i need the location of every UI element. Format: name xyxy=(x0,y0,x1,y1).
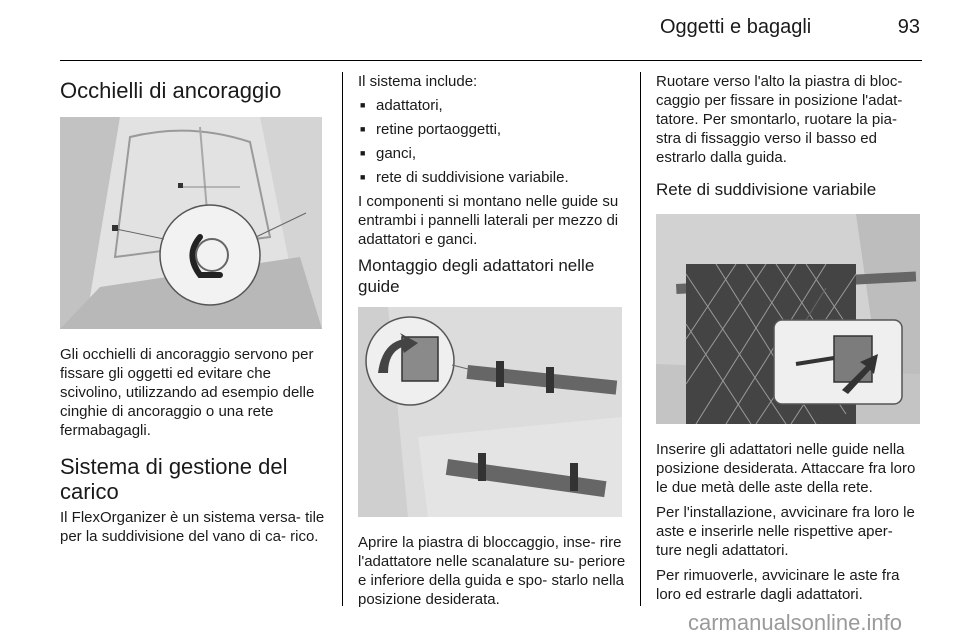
paragraph-flexorganizer: Il FlexOrganizer è un sistema versa- tile per la suddivisione del vano di ca- rico. xyxy=(60,509,325,545)
column-3 xyxy=(656,72,922,610)
subheading-mounting-adapters: Montaggio degli adattatori nelle guide xyxy=(358,256,595,296)
column-1 xyxy=(60,72,326,552)
paragraph-installation: Per l'installazione, avvicinare fra loro le aste e inserirle nelle rispettive aper- ture negli adattatori. xyxy=(656,504,915,559)
figure-adapters xyxy=(358,307,622,517)
section-heading-load-management: Sistema di gestione del carico xyxy=(60,454,288,504)
paragraph-open-locking-plate: Aprire la piastra di bloccaggio, inse- rire l'adattatore nelle scanalature su- periore e inferiore della guida e spo- starlo nella posizione desiderata. xyxy=(358,534,626,608)
paragraph-anchor-eyes: Gli occhielli di ancoraggio servono per fissare gli oggetti ed evitare che scivolino, utilizzando ad esempio delle cinghie di ancoraggio o una rete fermabagagli. xyxy=(60,346,315,439)
page-header-title: Oggetti e bagagli xyxy=(660,16,812,38)
system-intro: Il sistema include: xyxy=(358,73,478,90)
column-separator-1 xyxy=(342,72,343,606)
bullet-item: ■ ganci, xyxy=(358,144,626,163)
paragraph-insert-adapters: Inserire gli adattatori nelle guide nella posizione desiderata. Attaccare fra loro le due metà delle aste della rete. xyxy=(656,441,916,496)
section-heading-anchor-eyes: Occhielli di ancoraggio xyxy=(60,78,282,103)
bullet-item: ■ adattatori, xyxy=(358,96,626,115)
subheading-variable-net: Rete di suddivisione variabile xyxy=(656,180,877,199)
bullet-item: ■ rete di suddivisione variabile. xyxy=(358,168,626,187)
header-rule xyxy=(60,60,922,61)
column-2 xyxy=(358,72,626,615)
watermark: carmanualsonline.info xyxy=(687,610,902,635)
paragraph-components: I componenti si montano nelle guide su entrambi i pannelli laterali per mezzo di adattatori e ganci. xyxy=(358,193,619,248)
paragraph-removal: Per rimuoverle, avvicinare le aste fra loro ed estrarle dagli adattatori. xyxy=(656,567,900,603)
column-separator-2 xyxy=(640,72,641,606)
bullet-item: ■ retine portaoggetti, xyxy=(358,120,626,139)
figure-anchor-eyes xyxy=(60,117,322,329)
paragraph-rotate-plate: Ruotare verso l'alto la piastra di bloc- caggio per fissare in posizione l'adat- tatore. Per smontarlo, ruotare la pia- stra di fissaggio verso il basso ed estrarlo dalla guida. xyxy=(656,73,903,166)
page-number: 93 xyxy=(897,16,920,38)
figure-partition-net xyxy=(656,214,920,424)
